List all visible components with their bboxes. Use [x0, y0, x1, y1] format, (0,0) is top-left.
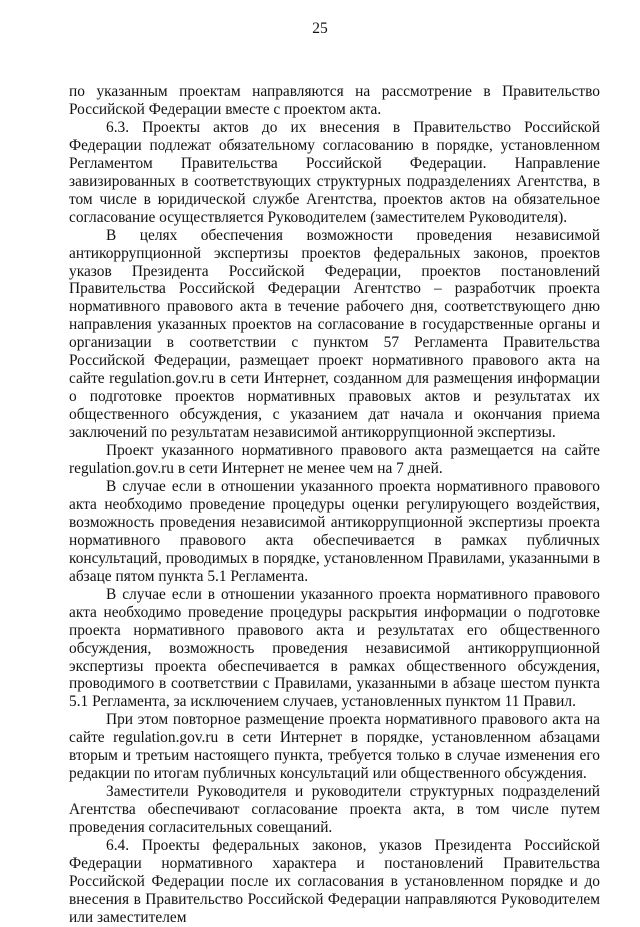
paragraph-deputies-approval: Заместители Руководителя и руководители структурных подразделений Агентства обеспечивают согласование проекта акта, в том числе путем проведения согласительных совещаний.: [69, 783, 600, 837]
paragraph-6-4: 6.4. Проекты федеральных законов, указов Президента Российской Федерации нормативного характера и постановлений Правительства Российской Федерации после их согласования в установленном порядке и до внесения в Правительство Российской Федерации направляются Руководителем или заместителем: [69, 837, 600, 926]
paragraph-continuation: по указанным проектам направляются на рассмотрение в Правительство Российской Федерации вместе с проектом акта.: [69, 83, 600, 118]
paragraph-information-disclosure: В случае если в отношении указанного проекта нормативного правового акта необходимо проведение процедуры раскрытия информации о подготовке проекта нормативного правового акта и результатах его общественного обсуждения, возможность проведения независимой антикоррупционной экспертизы проекта обеспечивается в рамках общественного обсуждения, проводимого в соответствии с Правилами, указанными в абзаце шестом пункта 5.1 Регламента, за исключением случаев, установленных пунктом 11 Правил.: [69, 585, 600, 711]
paragraph-placement-term: Проект указанного нормативного правового акта размещается на сайте regulation.gov.ru в сети Интернет не менее чем на 7 дней.: [69, 442, 600, 478]
paragraph-regulatory-impact: В случае если в отношении указанного проекта нормативного правового акта необходимо проведение процедуры оценки регулирующего воздействия, возможность проведения независимой антикоррупционной экспертизы проекта нормативного правового акта обеспечивается в рамках публичных консультаций, проводимых в порядке, установленном Правилами, указанными в абзаце пятом пункта 5.1 Регламента.: [69, 477, 600, 585]
page-number: 25: [312, 20, 328, 37]
body-text: [69, 83, 600, 927]
paragraph-repeated-placement: При этом повторное размещение проекта нормативного правового акта на сайте regulation.gov.ru в сети Интернет в порядке, установленном абзацами вторым и третьим настоящего пункта, требуется только в случае изменения его редакции по итогам публичных консультаций или общественного обсуждения.: [69, 711, 600, 783]
paragraph-anticorruption-expertise: В целях обеспечения возможности проведения независимой антикоррупционной экспертизы проектов федеральных законов, проектов указов Президента Российской Федерации, проектов постановлений Правительства Российской Федерации Агентство – разработчик проекта нормативного правового акта в течение рабочего дня, соответствующего дню направления указанных проектов на согласование в государственные органы и организации в соответствии с пунктом 57 Регламента Правительства Российской Федерации, размещает проект нормативного правового акта на сайте regulation.gov.ru в сети Интернет, созданном для размещения информации о подготовке проектов нормативных правовых актов и результатах их общественного обсуждения, с указанием дат начала и окончания приема заключений по результатам независимой антикоррупционной экспертизы.: [69, 226, 600, 442]
paragraph-6-3: 6.3. Проекты актов до их внесения в Правительство Российской Федерации подлежат обязательному согласованию в порядке, установленном Регламентом Правительства Российской Федерации. Направление завизированных в соответствующих структурных подразделениях Агентства, в том числе в юридической службе Агентства, проектов актов на обязательное согласование осуществляется Руководителем (заместителем Руководителя).: [69, 118, 600, 226]
